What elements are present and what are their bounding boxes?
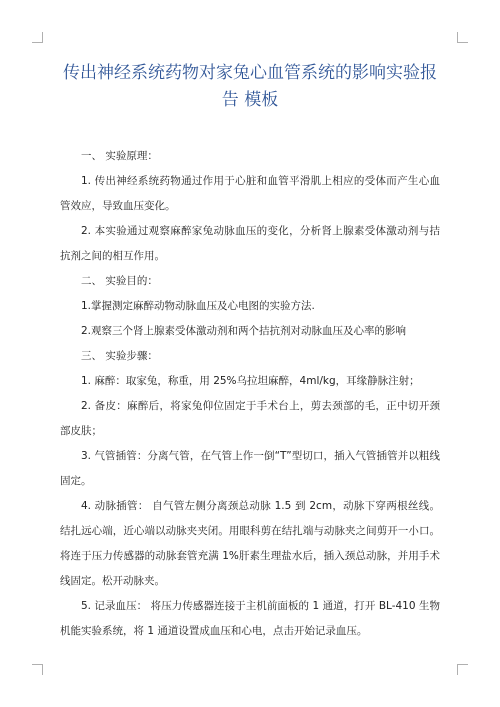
section-heading-steps: 三、 实验步骤： <box>81 350 158 362</box>
step-skin-prep: 2. 备皮：麻醉后，将家兔仰位固定于手术台上，剪去颈部的毛，正中切开颈部皮肤； <box>60 400 440 437</box>
document-body <box>60 60 440 644</box>
page-corner-mark-top-left <box>32 32 43 43</box>
principle-item-1: 1. 传出神经系统药物通过作用于心脏和血管平滑肌上相应的受体而产生心血管效应，导致血压变化。 <box>60 175 440 212</box>
step-anesthesia: 1. 麻醉：取家兔，称重，用 25%乌拉坦麻醉，4ml/kg，耳缘静脉注射； <box>81 375 420 387</box>
step-arterial-cannulation: 4. 动脉插管： 自气管左侧分离颈总动脉 1.5 到 2cm，动脉下穿两根丝线。结扎远心端，近心端以动脉夹夹闭。用眼科剪在结扎端与动脉夹之间剪开一小口。将连于压力传感器的动脉套管充满 1%肝素生理盐水后，插入颈总动脉，并用手术线固定。松开动脉夹。 <box>60 500 440 587</box>
purpose-item-1: 1.掌握测定麻醉动物动脉血压及心电图的实验方法. <box>81 300 315 312</box>
section-heading-principle: 一、 实验原理： <box>81 150 158 162</box>
page-corner-mark-top-right <box>457 32 468 43</box>
section-heading-purpose: 二、 实验目的： <box>81 275 158 287</box>
page-corner-mark-bottom-left <box>32 664 43 675</box>
document-title: 传出神经系统药物对家兔心血管系统的影响实验报告 模板 <box>63 63 437 110</box>
step-tracheal-intubation: 3. 气管插管：分离气管，在气管上作一倒“T”型切口，插入气管插管并以粗线固定。 <box>60 450 440 487</box>
step-record-blood-pressure: 5. 记录血压： 将压力传感器连接于主机前面板的 1 通道，打开 BL-410 生物机能实验系统，将 1 通道设置成血压和心电，点击开始记录血压。 <box>60 600 440 637</box>
principle-item-2: 2. 本实验通过观察麻醉家兔动脉血压的变化，分析肾上腺素受体激动剂与拮抗剂之间的相互作用。 <box>60 225 440 262</box>
page-corner-mark-bottom-right <box>457 664 468 675</box>
purpose-item-2: 2.观察三个肾上腺素受体激动剂和两个拮抗剂对动脉血压及心率的影响 <box>81 325 407 337</box>
